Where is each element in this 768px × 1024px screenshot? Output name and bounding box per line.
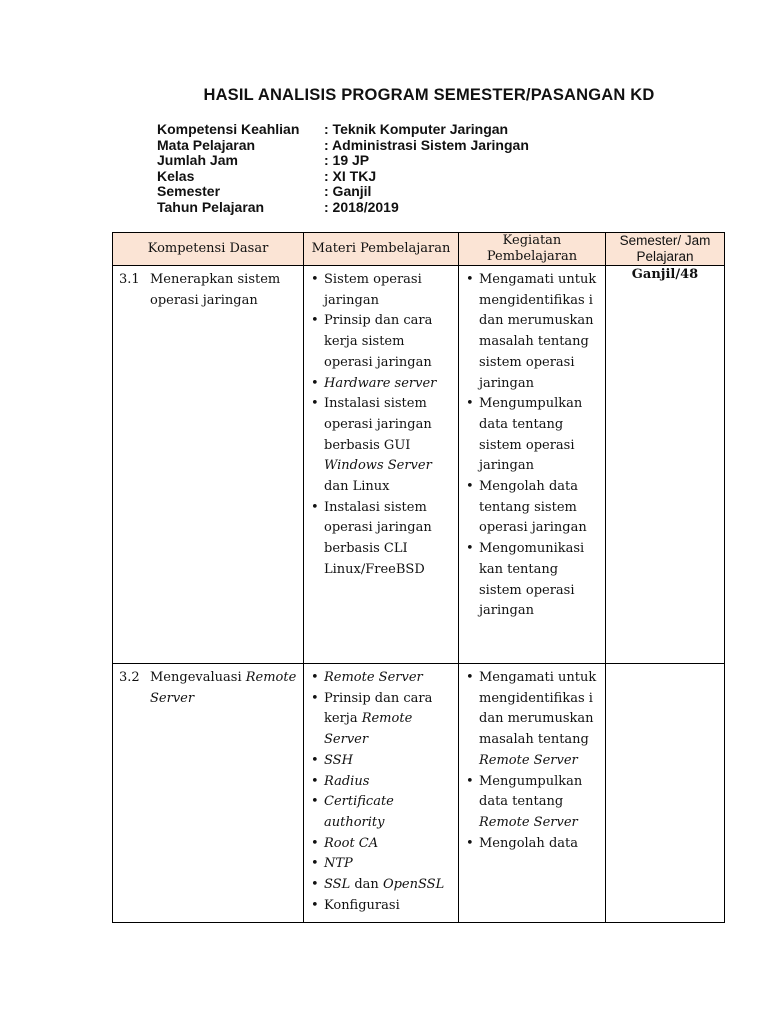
kegiatan-list [463,668,601,854]
italic-term: Windows Server [324,458,432,474]
semester-cell: Ganjil/48 [606,266,725,664]
meta-row-tahun-pelajaran [157,200,529,216]
kd-text: Menerapkan sistem operasi jaringan [150,272,281,308]
materi-list [308,270,454,581]
table-header-row [113,233,725,266]
meta-value: : Ganjil [324,183,372,199]
list-item: • Prinsip dan cara kerja Remote Server [308,689,454,751]
list-item: • Konfigurasi [308,896,454,917]
meta-row-mata-pelajaran [157,138,529,154]
list-item: • Mengumpulkan data tentang sistem operasi jaringan [463,394,601,477]
kd-text: Mengevaluasi Remote Server [150,670,297,706]
list-item: • Mengomunikasi kan tentang sistem operasi jaringan [463,539,601,622]
list-item [308,792,454,833]
list-item: • Instalasi sistem operasi jaringan berbasis CLI Linux/FreeBSD [308,498,454,581]
italic-term: Root CA [324,835,379,851]
meta-row-kelas [157,169,529,185]
header-kompetensi-dasar: Kompetensi Dasar [113,233,304,266]
table-row [113,266,725,664]
meta-value: : 19 JP [324,152,370,168]
document-title: HASIL ANALISIS PROGRAM SEMESTER/PASANGAN KD [203,86,655,104]
italic-term: Certificate authority [324,794,394,830]
meta-label: Semester [157,183,221,199]
list-item [308,772,454,793]
meta-label: Mata Pelajaran [157,136,256,153]
italic-term: Remote Server [324,670,423,685]
list-item: • Mengolah data tentang sistem operasi jaringan [463,477,601,539]
italic-term: Remote Server [479,752,578,768]
header-kegiatan-pembelajaran: Kegiatan Pembelajaran [459,233,606,266]
materi-cell [304,266,459,664]
list-item: • Mengamati untuk mengidentifikas i dan merumuskan masalah tentang Remote Server [463,668,601,772]
list-item: • Mengamati untuk mengidentifikas i dan merumuskan masalah tentang sistem operasi jaringan [463,270,601,394]
italic-term: NTP [324,856,353,872]
italic-term: OpenSSL [382,877,445,893]
italic-term: Remote Server [150,670,297,706]
italic-term: Remote Server [479,814,578,830]
meta-row-kompetensi-keahlian [157,122,529,138]
document-metadata [157,122,529,215]
list-item: • Mengolah data [463,834,601,855]
materi-cell [304,664,459,923]
italic-term: SSL [324,877,351,893]
italic-term: Remote Server [324,711,413,748]
meta-label: Kompetensi Keahlian [157,121,300,137]
meta-value: : 2018/2019 [324,198,399,215]
list-item: • Sistem operasi jaringan [308,270,454,311]
list-item [308,668,454,689]
meta-value: : Teknik Komputer Jaringan [324,121,509,137]
kd-number: 3.2 [119,670,140,685]
list-item: • Instalasi sistem operasi jaringan berbasis GUI Windows Server dan Linux [308,394,454,498]
italic-term: Radius [324,773,370,789]
semester-cell [606,664,725,923]
list-item: • Prinsip dan cara kerja sistem operasi jaringan [308,311,454,373]
kd-cell [113,664,304,923]
meta-label: Tahun Pelajaran [157,198,265,215]
list-item [308,374,454,395]
table-row [113,664,725,923]
italic-term: SSH [324,752,353,768]
analysis-table [112,232,725,923]
kegiatan-list [463,270,601,622]
italic-term: Hardware server [324,375,437,391]
meta-label: Jumlah Jam [157,152,238,168]
list-item: • SSL dan OpenSSL [308,875,454,896]
materi-list [308,668,454,916]
list-item [308,751,454,772]
meta-value: : XI TKJ [324,167,377,184]
header-semester-jam: Semester/ Jam Pelajaran [606,233,725,266]
meta-label: Kelas [157,167,195,184]
meta-row-semester [157,184,529,200]
meta-value: : Administrasi Sistem Jaringan [324,136,529,153]
kegiatan-cell [459,664,606,923]
meta-row-jumlah-jam [157,153,529,169]
header-materi-pembelajaran: Materi Pembelajaran [304,233,459,266]
list-item [308,854,454,875]
kegiatan-cell [459,266,606,664]
list-item: • Mengumpulkan data tentang Remote Server [463,772,601,834]
kd-number: 3.1 [119,272,140,287]
kd-cell [113,266,304,664]
list-item [308,834,454,855]
